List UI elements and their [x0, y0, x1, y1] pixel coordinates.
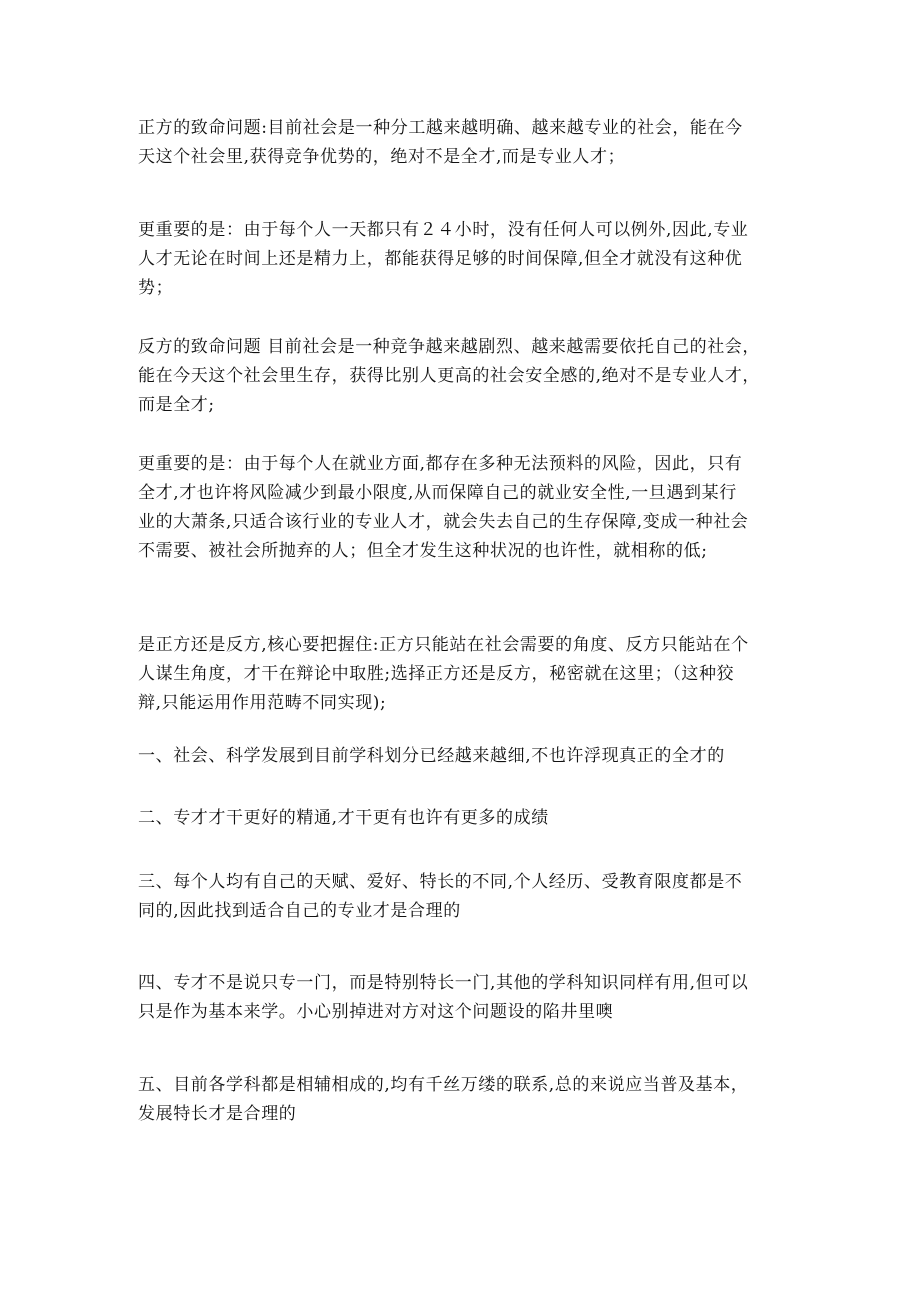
text-line: 只是作为基本来学。小心别掉进对方对这个问题设的陷井里噢 [138, 1002, 614, 1022]
text-line: 发展特长才是合理的 [138, 1104, 297, 1124]
point-3 [138, 868, 788, 926]
text-line: 能在今天这个社会里生存，获得比别人更高的社会安全感的,绝对不是专业人才， [138, 366, 761, 386]
text-line: 反方的致命问题 目前社会是一种竞争越来越剧烈、越来越需要依托自己的社会， [138, 337, 761, 357]
text-line: 不需要、被社会所抛弃的人；但全才发生这种状况的也许性，就相称的低; [138, 541, 708, 561]
text-line: 二、专才才干更好的精通,才干更有也许有更多的成绩 [138, 808, 549, 828]
text-line: 三、每个人均有自己的天赋、爱好、特长的不同,个人经历、受教育限度都是不 [138, 872, 743, 892]
paragraph-con-more-important [138, 450, 788, 566]
paragraph-pro-more-important [138, 216, 788, 303]
text-line: 天这个社会里,获得竞争优势的，绝对不是全才,而是专业人才； [138, 147, 626, 167]
text-line: 辩,只能运用作用范畴不同实现); [138, 693, 387, 713]
text-line: 而是全才; [138, 395, 215, 415]
text-line: 人才无论在时间上还是精力上，都能获得足够的时间保障,但全才就没有这种优 [138, 249, 743, 269]
paragraph-choose-side [138, 631, 788, 718]
text-line: 一、社会、科学发展到目前学科划分已经越来越细,不也许浮现真正的全才的 [138, 746, 725, 766]
text-line: 更重要的是：由于每个人在就业方面,都存在多种无法预料的风险，因此，只有 [138, 454, 743, 474]
point-1 [138, 742, 788, 771]
text-line: 同的,因此找到适合自己的专业才是合理的 [138, 901, 461, 921]
text-line: 四、专才不是说只专一门，而是特别特长一门,其他的学科知识同样有用,但可以 [138, 973, 749, 993]
text-line: 业的大萧条,只适合该行业的专业人才，就会失去自己的生存保障,变成一种社会 [138, 512, 749, 532]
text-line: 人谋生角度，才干在辩论中取胜;选择正方还是反方，秘密就在这里；（这种狡 [138, 664, 735, 684]
point-5 [138, 1071, 788, 1129]
text-line: 更重要的是：由于每个人一天都只有２４小时，没有任何人可以例外,因此,专业 [138, 220, 749, 240]
point-2 [138, 804, 788, 833]
paragraph-pro-fatal-problem [138, 114, 788, 172]
paragraph-con-fatal-problem [138, 333, 788, 420]
text-line: 五、目前各学科都是相辅相成的,均有千丝万缕的联系,总的来说应当普及基本， [138, 1075, 749, 1095]
text-line: 势； [138, 278, 174, 298]
text-line: 是正方还是反方,核心要把握住:正方只能站在社会需要的角度、反方只能站在个 [138, 635, 749, 655]
point-4 [138, 969, 788, 1027]
text-line: 正方的致命问题:目前社会是一种分工越来越明确、越来越专业的社会，能在今 [138, 118, 743, 138]
text-line: 全才,才也许将风险减少到最小限度,从而保障自己的就业安全性,一旦遇到某行 [138, 483, 737, 503]
